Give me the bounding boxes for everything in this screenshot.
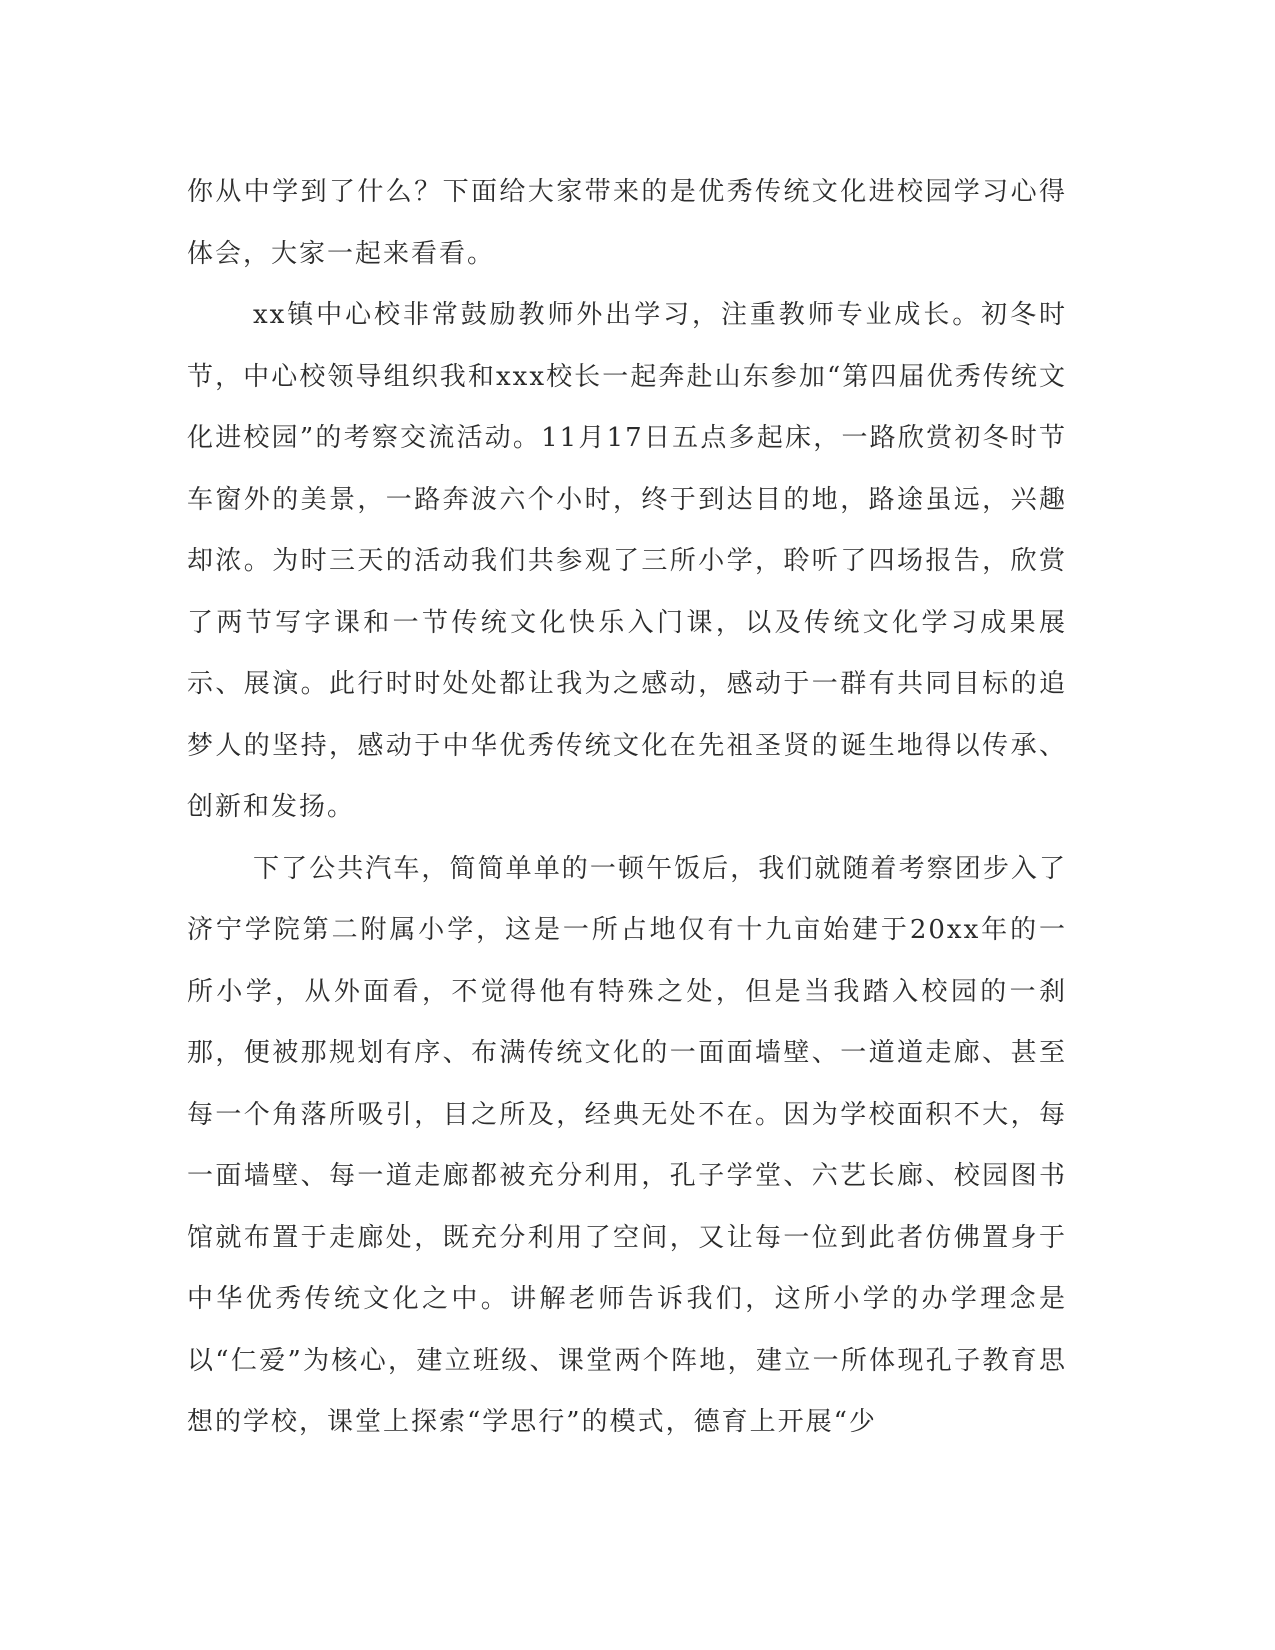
document-body xyxy=(187,162,1067,1454)
paragraph-school-visit: 下了公共汽车，简简单单的一顿午饭后，我们就随着考察团步入了济宁学院第二附属小学，这是一所占地仅有十九亩始建于20xx年的一所小学，从外面看，不觉得他有特殊之处，但是当我踏入校园的一刹那，便被那规划有序、布满传统文化的一面面墙壁、一道道走廊、甚至每一个角落所吸引，目之所及，经典无处不在。因为学校面积不大，每一面墙壁、每一道走廊都被充分利用，孔子学堂、六艺长廊、校园图书馆就布置于走廊处，既充分利用了空间，又让每一位到此者仿佛置身于中华优秀传统文化之中。讲解老师告诉我们，这所小学的办学理念是以“仁爱”为核心，建立班级、课堂两个阵地，建立一所体现孔子教育思想的学校，课堂上探索“学思行”的模式，德育上开展“少 xyxy=(187,853,1067,1437)
paragraph-intro: 你从中学到了什么？下面给大家带来的是优秀传统文化进校园学习心得体会，大家一起来看看。 xyxy=(187,177,1067,269)
paragraph-trip: xx镇中心校非常鼓励教师外出学习，注重教师专业成长。初冬时节，中心校领导组织我和xxx校长一起奔赴山东参加“第四届优秀传统文化进校园”的考察交流活动。11月17日五点多起床，一路欣赏初冬时节车窗外的美景，一路奔波六个小时，终于到达目的地，路途虽远，兴趣却浓。为时三天的活动我们共参观了三所小学，聆听了四场报告，欣赏了两节写字课和一节传统文化快乐入门课，以及传统文化学习成果展示、展演。此行时时处处都让我为之感动，感动于一群有共同目标的追梦人的坚持，感动于中华优秀传统文化在先祖圣贤的诞生地得以传承、创新和发扬。 xyxy=(187,300,1067,822)
